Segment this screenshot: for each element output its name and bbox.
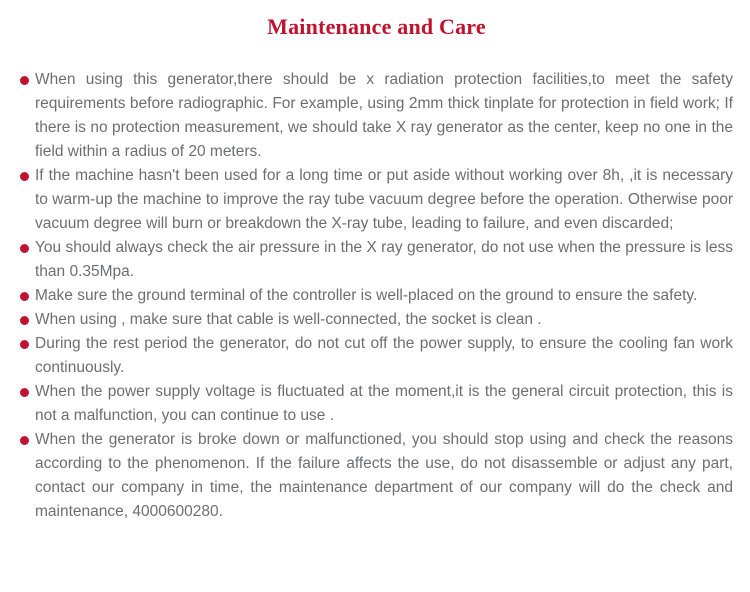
list-item bbox=[20, 332, 733, 380]
list-item bbox=[20, 68, 733, 164]
list-item-text: If the machine hasn't been used for a long time or put aside without working over 8h, ,it is necessary to warm-up the machine to improve the ray tube vacuum degree before the operation. Otherwise poor vacuum degree will burn or breakdown the X-ray tube, leading to failure, and even discarded; bbox=[35, 167, 733, 232]
list-item bbox=[20, 164, 733, 236]
list-item bbox=[20, 284, 733, 308]
bullet-dot-icon bbox=[20, 316, 29, 325]
list-item bbox=[20, 308, 733, 332]
list-item-text: When the power supply voltage is fluctuated at the moment,it is the general circuit protection, this is not a malfunction, you can continue to use . bbox=[35, 383, 733, 424]
bullet-dot-icon bbox=[20, 76, 29, 85]
list-item bbox=[20, 380, 733, 428]
list-item-text: During the rest period the generator, do not cut off the power supply, to ensure the cooling fan work continuously. bbox=[35, 335, 733, 376]
list-item bbox=[20, 236, 733, 284]
bullet-dot-icon bbox=[20, 388, 29, 397]
bullet-dot-icon bbox=[20, 436, 29, 445]
list-item-text: Make sure the ground terminal of the controller is well-placed on the ground to ensure the safety. bbox=[35, 287, 698, 304]
list-item-text: When using , make sure that cable is well-connected, the socket is clean . bbox=[35, 311, 542, 328]
maintenance-instructions-list bbox=[20, 68, 733, 524]
bullet-dot-icon bbox=[20, 172, 29, 181]
list-item-text: When using this generator,there should be x radiation protection facilities,to meet the safety requirements before radiographic. For example, using 2mm thick tinplate for protection in field work; If there is no protection measurement, we should take X ray generator as the center, keep no one in the field within a radius of 20 meters. bbox=[35, 71, 733, 160]
bullet-dot-icon bbox=[20, 340, 29, 349]
list-item-text: When the generator is broke down or malfunctioned, you should stop using and check the reasons according to the phenomenon. If the failure affects the use, do not disassemble or adjust any part, contact our company in time, the maintenance department of our company will do the check and maintenance, 4000600280. bbox=[35, 431, 733, 520]
bullet-dot-icon bbox=[20, 244, 29, 253]
list-item bbox=[20, 428, 733, 524]
page-title: Maintenance and Care bbox=[267, 14, 486, 39]
bullet-dot-icon bbox=[20, 292, 29, 301]
list-item-text: You should always check the air pressure in the X ray generator, do not use when the pressure is less than 0.35Mpa. bbox=[35, 239, 733, 280]
